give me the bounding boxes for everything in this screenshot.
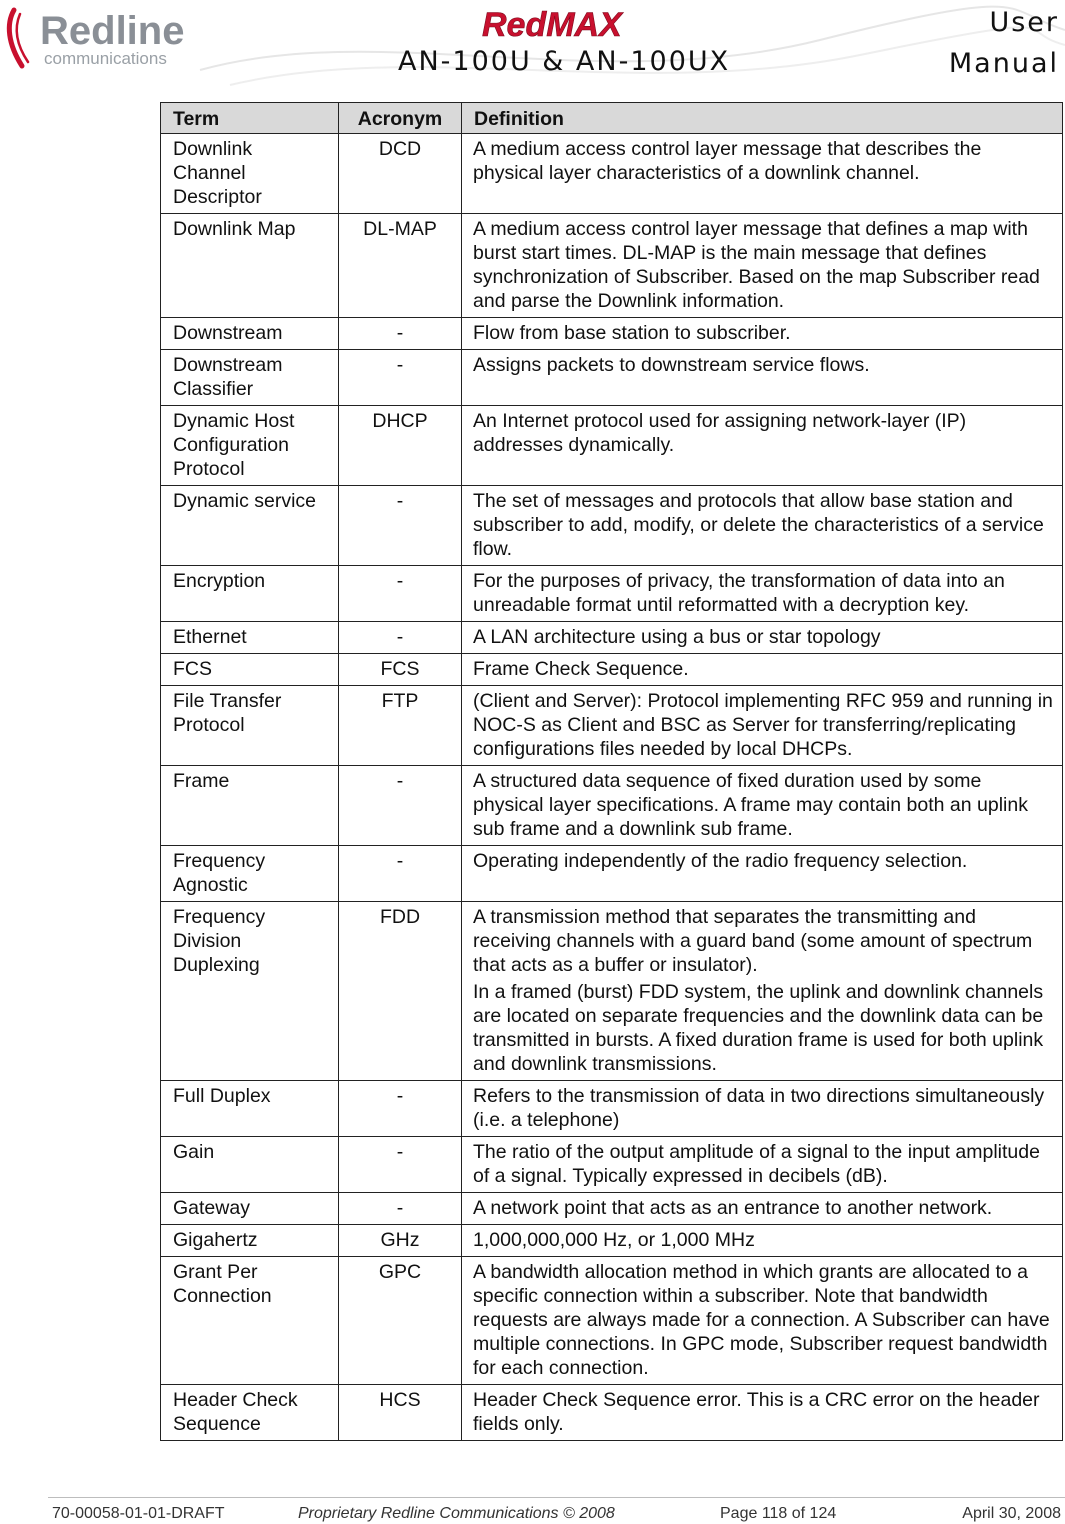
column-header-definition: Definition bbox=[462, 103, 1063, 134]
column-header-acronym: Acronym bbox=[339, 103, 462, 134]
document-type-line1: User bbox=[989, 7, 1059, 38]
definition-paragraph: A structured data sequence of fixed duration used by some physical layer specifications. A frame may contain both an uplink sub frame and a downlink sub frame. bbox=[473, 770, 1028, 840]
acronym-cell: GHz bbox=[339, 1225, 462, 1257]
definition-paragraph: In a framed (burst) FDD system, the uplink and downlink channels are located on separate frequencies and the downlink data can be transmitted in bursts. A fixed duration frame is used for both uplink and downlink transmissions. bbox=[473, 981, 1044, 1075]
definition-paragraph: A transmission method that separates the transmitting and receiving channels with a guard band (some amount of spectrum that acts as a buffer or insulator). bbox=[473, 906, 1033, 976]
term-cell: Gain bbox=[161, 1137, 339, 1193]
term-cell: Downlink Channel Descriptor bbox=[161, 134, 339, 214]
definition-cell bbox=[462, 766, 1063, 846]
definition-cell bbox=[462, 1137, 1063, 1193]
table-header-row bbox=[161, 103, 1063, 134]
footer-proprietary: Proprietary Redline Communications © 2008 bbox=[298, 1505, 615, 1522]
term-cell: Downlink Map bbox=[161, 214, 339, 318]
definition-cell bbox=[462, 1193, 1063, 1225]
term-cell: Header Check Sequence bbox=[161, 1385, 339, 1441]
table-row bbox=[161, 846, 1063, 902]
term-cell: Gigahertz bbox=[161, 1225, 339, 1257]
table-row bbox=[161, 686, 1063, 766]
table-row bbox=[161, 406, 1063, 486]
acronym-cell: FDD bbox=[339, 902, 462, 1081]
table-row bbox=[161, 1081, 1063, 1137]
table-row bbox=[161, 486, 1063, 566]
definition-cell bbox=[462, 686, 1063, 766]
definition-paragraph: Header Check Sequence error. This is a CRC error on the header fields only. bbox=[473, 1389, 1040, 1435]
table-row bbox=[161, 1225, 1063, 1257]
definition-cell bbox=[462, 406, 1063, 486]
term-cell: Downstream Classifier bbox=[161, 350, 339, 406]
term-cell: Frequency Division Duplexing bbox=[161, 902, 339, 1081]
definition-paragraph: A medium access control layer message that describes the physical layer characteristics of a downlink channel. bbox=[473, 138, 982, 184]
column-header-term: Term bbox=[161, 103, 339, 134]
footer-date: April 30, 2008 bbox=[962, 1505, 1061, 1522]
product-logo bbox=[480, 6, 686, 40]
table-row bbox=[161, 566, 1063, 622]
definition-paragraph: 1,000,000,000 Hz, or 1,000 MHz bbox=[473, 1229, 755, 1251]
page-header bbox=[0, 0, 1065, 92]
footer-page-number: Page 118 of 124 bbox=[720, 1505, 837, 1522]
acronym-cell: - bbox=[339, 1193, 462, 1225]
document-type-line2: Manual bbox=[948, 48, 1059, 79]
definition-cell bbox=[462, 566, 1063, 622]
acronym-cell: HCS bbox=[339, 1385, 462, 1441]
acronym-cell: - bbox=[339, 846, 462, 902]
definition-cell bbox=[462, 486, 1063, 566]
definition-cell bbox=[462, 654, 1063, 686]
definition-paragraph: Operating independently of the radio frequency selection. bbox=[473, 850, 968, 872]
definition-paragraph: A network point that acts as an entrance to another network. bbox=[473, 1197, 993, 1219]
table-row bbox=[161, 134, 1063, 214]
acronym-cell: - bbox=[339, 318, 462, 350]
definition-paragraph: (Client and Server): Protocol implementing RFC 959 and running in NOC-S as Client and BSC as Server for transferring/replicating configurations files needed by local DHCPs. bbox=[473, 690, 1053, 760]
definition-cell bbox=[462, 134, 1063, 214]
definition-paragraph: A LAN architecture using a bus or star topology bbox=[473, 626, 881, 648]
product-logo-text: RedMAX bbox=[482, 6, 622, 40]
table-row bbox=[161, 654, 1063, 686]
table-row bbox=[161, 1257, 1063, 1385]
definition-cell bbox=[462, 846, 1063, 902]
acronym-cell: DL-MAP bbox=[339, 214, 462, 318]
definition-paragraph: The set of messages and protocols that allow base station and subscriber to add, modify, or delete the characteristics of a service flow. bbox=[473, 490, 1044, 560]
definition-paragraph: Assigns packets to downstream service flows. bbox=[473, 354, 870, 376]
definition-paragraph: Frame Check Sequence. bbox=[473, 658, 689, 680]
term-cell: Frame bbox=[161, 766, 339, 846]
term-cell: Full Duplex bbox=[161, 1081, 339, 1137]
company-logo bbox=[4, 4, 214, 74]
acronym-cell: DCD bbox=[339, 134, 462, 214]
acronym-cell: - bbox=[339, 566, 462, 622]
table-row bbox=[161, 1385, 1063, 1441]
definition-cell bbox=[462, 622, 1063, 654]
definition-cell bbox=[462, 1257, 1063, 1385]
table-row bbox=[161, 766, 1063, 846]
definition-paragraph: A medium access control layer message that defines a map with burst start times. DL-MAP is the main message that defines synchronization of Subscriber. Based on the map Subscriber read and parse the Downlink information. bbox=[473, 218, 1040, 312]
acronym-cell: - bbox=[339, 350, 462, 406]
table-row bbox=[161, 902, 1063, 1081]
definition-paragraph: A bandwidth allocation method in which grants are allocated to a specific connection within a subscriber. Note that bandwidth requests are always made for a connection. A Subscriber can have multiple connections. In GPC mode, Subscriber request bandwidth for each connection. bbox=[473, 1261, 1050, 1379]
glossary-table bbox=[160, 102, 1063, 1441]
definition-cell bbox=[462, 1385, 1063, 1441]
term-cell: Downstream bbox=[161, 318, 339, 350]
acronym-cell: - bbox=[339, 766, 462, 846]
term-cell: Grant Per Connection bbox=[161, 1257, 339, 1385]
acronym-cell: FTP bbox=[339, 686, 462, 766]
acronym-cell: - bbox=[339, 486, 462, 566]
footer-doc-number: 70-00058-01-01-DRAFT bbox=[52, 1505, 225, 1522]
table-row bbox=[161, 1137, 1063, 1193]
definition-paragraph: For the purposes of privacy, the transformation of data into an unreadable format until reformatted with a decryption key. bbox=[473, 570, 1005, 616]
term-cell: File Transfer Protocol bbox=[161, 686, 339, 766]
table-row bbox=[161, 1193, 1063, 1225]
acronym-cell: DHCP bbox=[339, 406, 462, 486]
acronym-cell: - bbox=[339, 1137, 462, 1193]
term-cell: Dynamic service bbox=[161, 486, 339, 566]
glossary-body bbox=[161, 134, 1063, 1441]
table-row bbox=[161, 350, 1063, 406]
acronym-cell: GPC bbox=[339, 1257, 462, 1385]
definition-paragraph: Refers to the transmission of data in two directions simultaneously (i.e. a telephone) bbox=[473, 1085, 1045, 1131]
definition-cell bbox=[462, 318, 1063, 350]
term-cell: Frequency Agnostic bbox=[161, 846, 339, 902]
model-title: AN-100U & AN-100UX bbox=[398, 46, 731, 77]
definition-cell bbox=[462, 1225, 1063, 1257]
definition-paragraph: An Internet protocol used for assigning network-layer (IP) addresses dynamically. bbox=[473, 410, 967, 456]
term-cell: Gateway bbox=[161, 1193, 339, 1225]
acronym-cell: - bbox=[339, 622, 462, 654]
acronym-cell: FCS bbox=[339, 654, 462, 686]
company-logo-text: Redline bbox=[40, 9, 185, 53]
redline-swoosh-icon bbox=[4, 4, 214, 74]
definition-cell bbox=[462, 214, 1063, 318]
term-cell: Encryption bbox=[161, 566, 339, 622]
acronym-cell: - bbox=[339, 1081, 462, 1137]
term-cell: FCS bbox=[161, 654, 339, 686]
definition-cell bbox=[462, 902, 1063, 1081]
definition-cell bbox=[462, 350, 1063, 406]
definition-paragraph: Flow from base station to subscriber. bbox=[473, 322, 791, 344]
document-type bbox=[949, 2, 1059, 84]
definition-cell bbox=[462, 1081, 1063, 1137]
table-row bbox=[161, 622, 1063, 654]
company-logo-subtext: communications bbox=[44, 49, 167, 68]
definition-paragraph: The ratio of the output amplitude of a signal to the input amplitude of a signal. Typically expressed in decibels (dB). bbox=[473, 1141, 1040, 1187]
table-row bbox=[161, 214, 1063, 318]
footer-divider bbox=[48, 1497, 1065, 1498]
term-cell: Ethernet bbox=[161, 622, 339, 654]
term-cell: Dynamic Host Configuration Protocol bbox=[161, 406, 339, 486]
table-row bbox=[161, 318, 1063, 350]
